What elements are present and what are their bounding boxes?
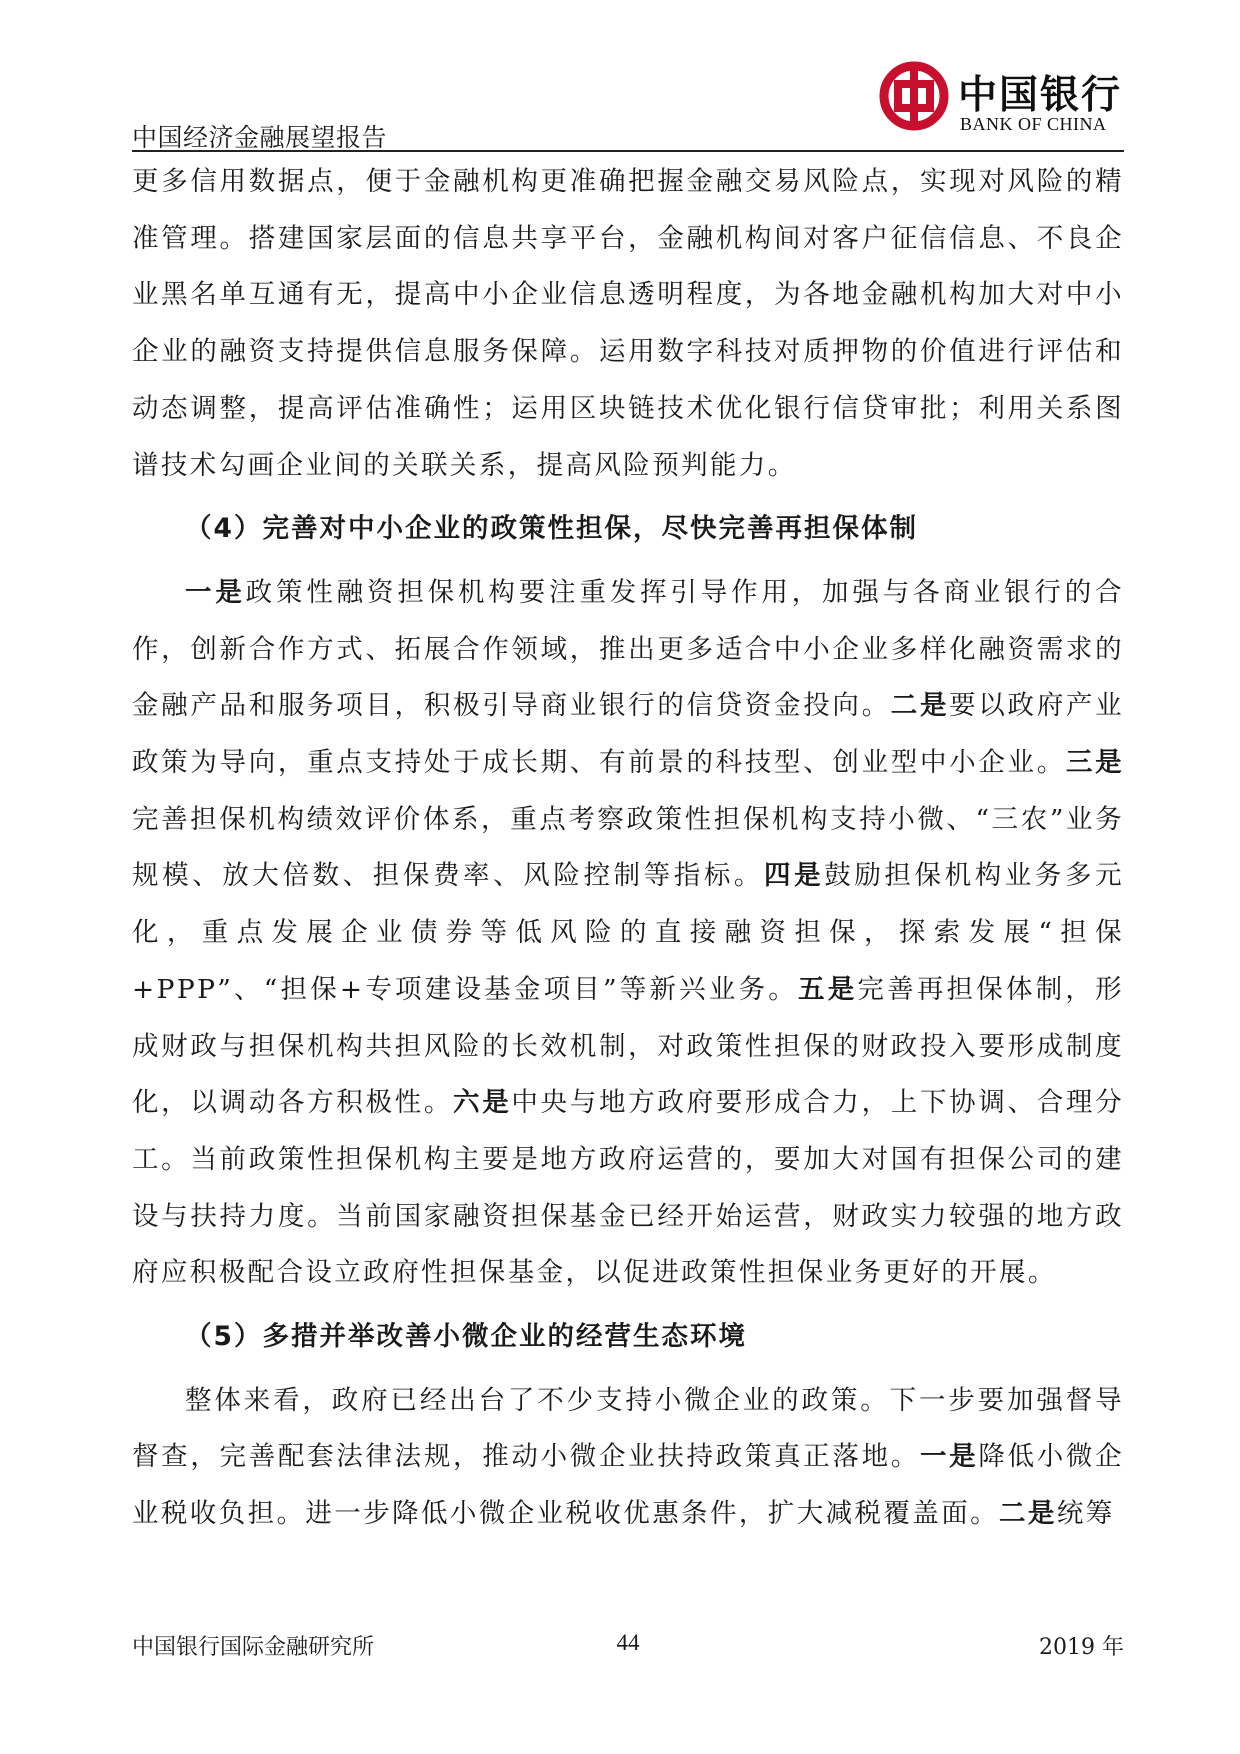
keyword-2: 二是 [999, 1498, 1057, 1530]
keyword-5: 五是 [798, 973, 858, 1005]
text-2: 统筹 [1056, 1498, 1115, 1530]
header-divider [132, 150, 1124, 152]
section-heading-4: （4）完善对中小企业的政策性担保，尽快完善再担保体制 [185, 513, 918, 545]
text-1: 降低小微企业税收负担。进一步降低小微企业税收优惠条件，扩大减税覆盖面。 [132, 1441, 1124, 1530]
document-body [132, 154, 1124, 1543]
logo-name-cn: 中国银行 [958, 72, 1123, 118]
bank-logo [878, 58, 1128, 140]
section-heading-5: （5）多措并举改善小微企业的经营生态环境 [185, 1321, 747, 1353]
paragraph-small-business [132, 1373, 1124, 1543]
footer-institute: 中国银行国际金融研究所 [132, 1635, 375, 1660]
keyword-2: 二是 [890, 690, 950, 722]
bank-of-china-logo-icon [878, 60, 950, 132]
paragraph-guarantee [132, 565, 1124, 1302]
page-number: 44 [616, 1630, 640, 1655]
text-6: 中央与地方政府要形成合力，上下协调、合理分工。当前政策性担保机构主要是地方政府运营的，要加大对国有担保公司的建设与扶持力度。当前国家融资担保基金已经开始运营，财政实力较强的地方政府应积极配合设立政府性担保基金，以促进政策性担保业务更好的开展。 [132, 1087, 1124, 1289]
paragraph-continuation: 更多信用数据点，便于金融机构更准确把握金融交易风险点，实现对风险的精准管理。搭建国家层面的信息共享平台，金融机构间对客户征信信息、不良企业黑名单互通有无，提高中小企业信息透明程度，为各地金融机构加大对中小企业的融资支持提供信息服务保障。运用数字科技对质押物的价值进行评估和动态调整，提高评估准确性；运用区块链技术优化银行信贷审批；利用关系图谱技术勾画企业间的关联关系，提高风险预判能力。 [132, 166, 1124, 481]
text-5: 完善再担保体制，形成财政与担保机构共担风险的长效机制，对政策性担保的财政投入要形成制度化，以调动各方积极性。 [132, 973, 1124, 1119]
page-footer [132, 1630, 1124, 1660]
keyword-1: 一是 [185, 576, 246, 608]
text-4: 鼓励担保机构业务多元化，重点发展企业债券等低风险的直接融资担保，探索发展“担保+PPP”、“担保+专项建设基金项目”等新兴业务。 [132, 860, 1125, 1005]
text-1: 政策性融资担保机构要注重发挥引导作用，加强与各商业银行的合作，创新合作方式、拓展合作领域，推出更多适合中小企业多样化融资需求的金融产品和服务项目，积极引导商业银行的信贷资金投向。 [132, 576, 1124, 722]
footer-year: 2019 年 [1039, 1635, 1124, 1660]
keyword-3: 三是 [1065, 747, 1124, 779]
report-title: 中国经济金融展望报告 [132, 123, 388, 152]
text-3: 完善担保机构绩效评价体系，重点考察政策性担保机构支持小微、“三农”业务规模、放大倍数、担保费率、风险控制等指标。 [132, 803, 1124, 892]
keyword-4: 四是 [764, 860, 825, 892]
logo-name-en: BANK OF CHINA [960, 114, 1107, 134]
text-intro: 整体来看，政府已经出台了不少支持小微企业的政策。下一步要加强督导督查，完善配套法律法规，推动小微企业扶持政策真正落地。 [132, 1384, 1124, 1473]
keyword-1: 一是 [919, 1441, 979, 1473]
keyword-6: 六是 [453, 1087, 512, 1119]
text-2: 要以政府产业政策为导向，重点支持处于成长期、有前景的科技型、创业型中小企业。 [132, 690, 1124, 779]
